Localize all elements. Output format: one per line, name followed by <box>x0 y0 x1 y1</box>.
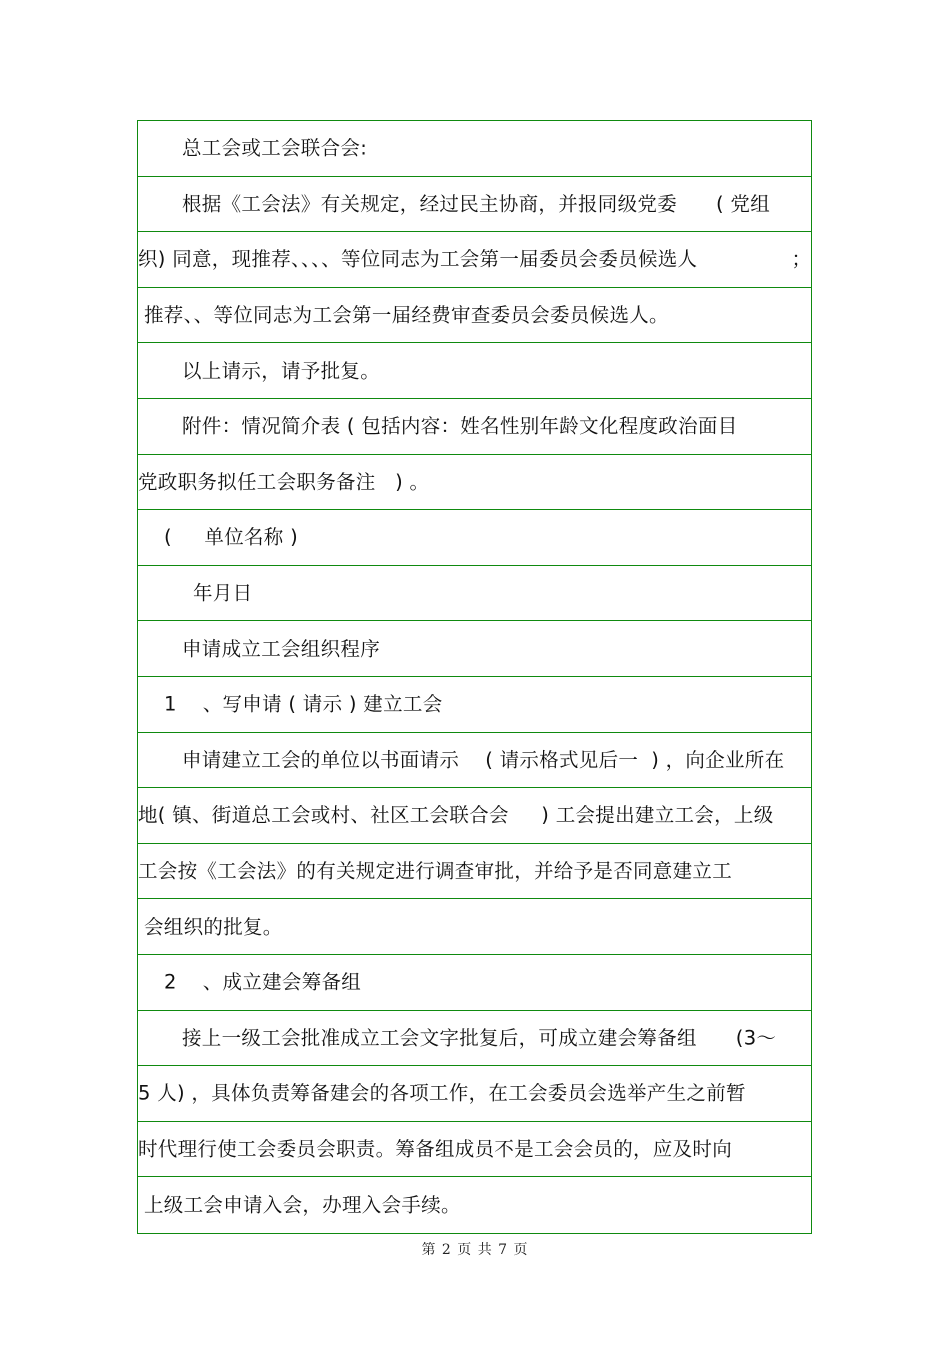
document-line <box>138 1011 811 1067</box>
line-text: 附件：情况简介表 ( 包括内容：姓名性别年龄文化程度政治面目 <box>182 414 738 438</box>
line-text: 申请成立工会组织程序 <box>182 636 381 660</box>
line-tail: ； <box>791 247 811 271</box>
line-text: 推荐、、等位同志为工会第一届经费审查委员会委员候选人。 <box>144 303 669 327</box>
document-line <box>138 621 811 677</box>
line-text: 2 、成立建会筹备组 <box>164 970 362 994</box>
document-line <box>138 1122 811 1178</box>
document-line <box>138 510 811 566</box>
document-line <box>138 677 811 733</box>
document-line <box>138 455 811 511</box>
line-text: 以上请示，请予批复。 <box>182 358 381 382</box>
line-text: 织) 同意，现推荐、、、、等位同志为工会第一届委员会委员候选人 <box>138 247 698 271</box>
line-text: 1 、写申请 ( 请示 ) 建立工会 <box>164 692 443 716</box>
page-number-footer: 第 2 页 共 7 页 <box>421 1242 529 1258</box>
document-line <box>138 399 811 455</box>
document-line <box>138 343 811 399</box>
document-line <box>138 844 811 900</box>
document-line <box>138 288 811 344</box>
document-line <box>138 121 811 177</box>
document-line <box>138 1177 811 1233</box>
line-text: 根据《工会法》有关规定，经过民主协商，并报同级党委 ( 党组 <box>182 192 770 216</box>
document-line <box>138 788 811 844</box>
document-line <box>138 1066 811 1122</box>
document-line <box>138 899 811 955</box>
line-text: 会组织的批复。 <box>144 914 283 938</box>
line-text: ( 单位名称 ) <box>164 525 299 549</box>
line-text: 接上一级工会批准成立工会文字批复后，可成立建会筹备组 (3～ <box>182 1026 777 1050</box>
line-text: 上级工会申请入会，办理入会手续。 <box>144 1193 461 1217</box>
document-line <box>138 566 811 622</box>
line-text: 5 人) ，具体负责筹备建会的各项工作，在工会委员会选举产生之前暂 <box>138 1081 746 1105</box>
document-line <box>138 733 811 789</box>
line-text: 时代理行使工会委员会职责。筹备组成员不是工会会员的，应及时向 <box>138 1137 733 1161</box>
line-text: 年月日 <box>193 581 253 605</box>
line-text: 总工会或工会联合会: <box>182 136 368 160</box>
document-line <box>138 955 811 1011</box>
document-line <box>138 177 811 233</box>
line-text: 党政职务拟任工会职务备注 ) 。 <box>138 470 430 494</box>
line-text: 工会按《工会法》的有关规定进行调查审批，并给予是否同意建立工 <box>138 859 733 883</box>
line-text: 地( 镇、街道总工会或村、社区工会联合会 ) 工会提出建立工会，上级 <box>138 803 774 827</box>
document-table <box>137 120 812 1234</box>
document-line <box>138 232 811 288</box>
line-text: 申请建立工会的单位以书面请示 ( 请示格式见后一 ) ，向企业所在 <box>182 748 785 772</box>
